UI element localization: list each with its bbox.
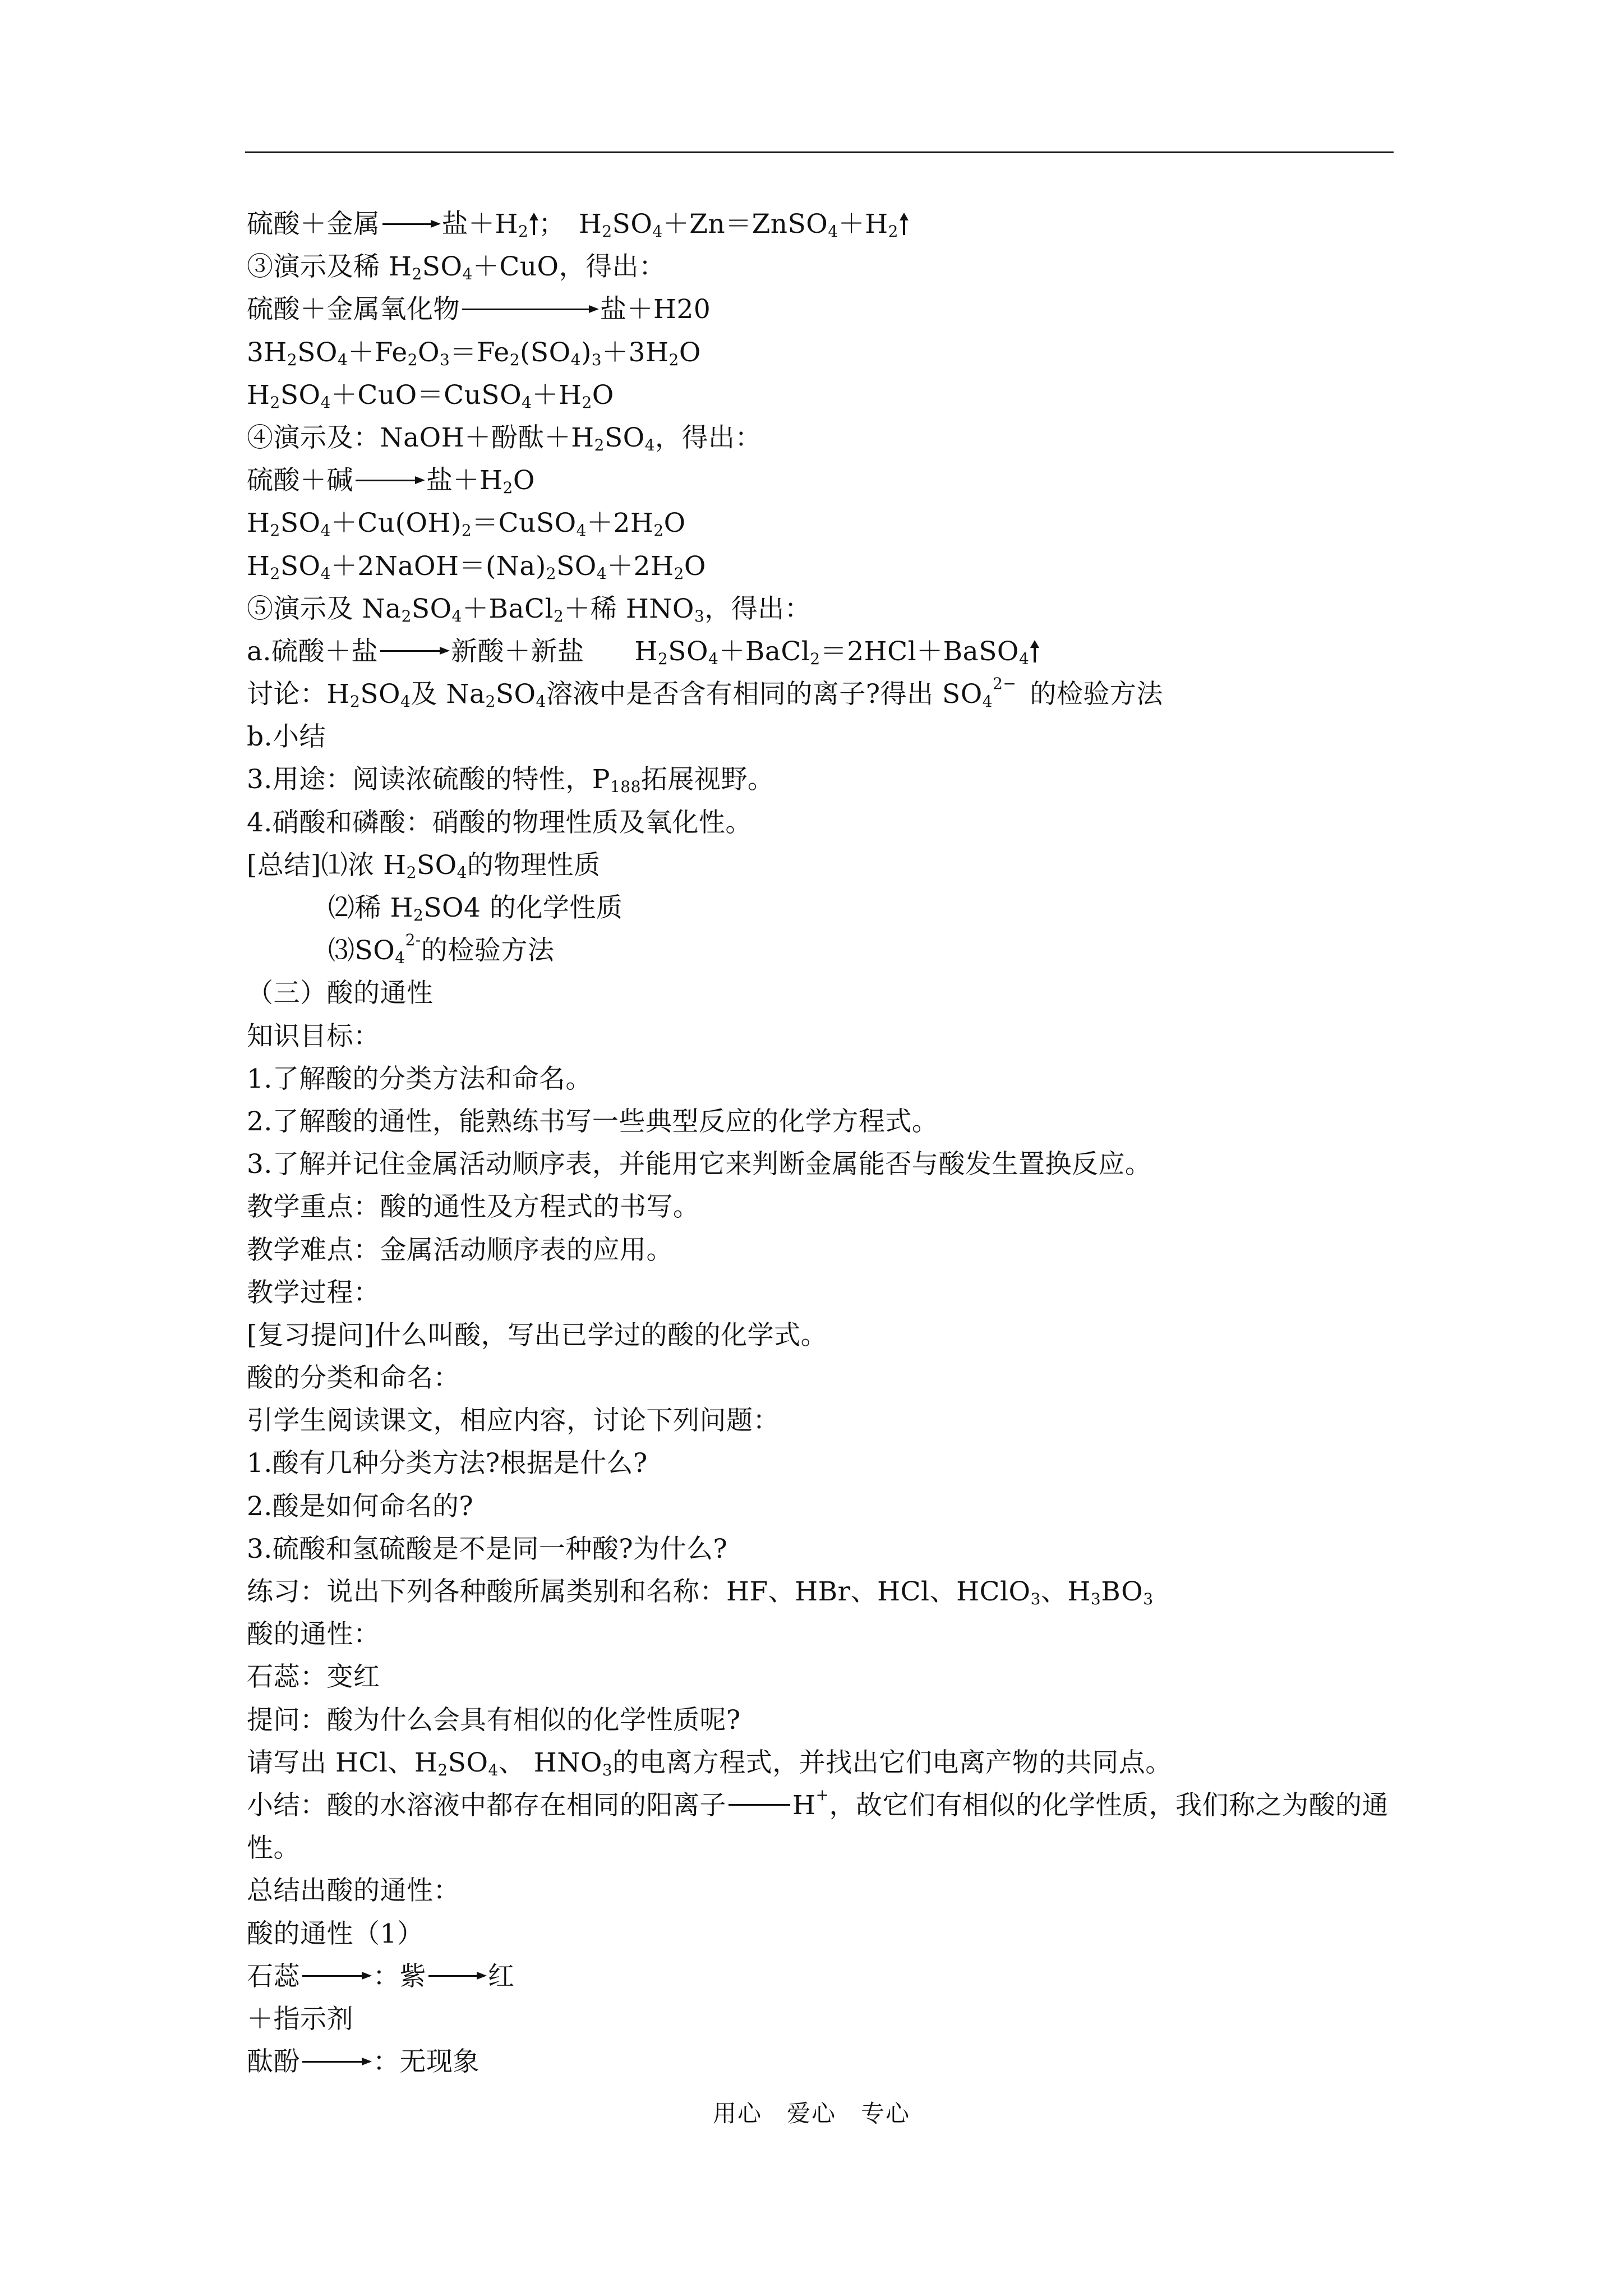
arrow-icon [462, 309, 597, 310]
text-line: [总结]⑴浓 $H_2SO_4$的物理性质 [247, 849, 601, 882]
arrow-icon [356, 480, 423, 481]
section-heading: （三）酸的通性 [247, 978, 434, 1009]
text-line: b.小结 [247, 721, 326, 753]
text-paragraph: 小结：酸的水溶液中都存在相同的阳离子 H+，故它们有相似的化学性质，我们称之为酸的通性。 [247, 1785, 1389, 1864]
text-line: 教学过程： [247, 1277, 380, 1308]
text-line: 练习：说出下列各种酸所属类别和名称：HF、HBr、HCl、HClO$_3$、$H_3BO_3$ [247, 1576, 1154, 1608]
text-line: 4.硝酸和磷酸：硝酸的物理性质及氧化性。 [247, 807, 752, 838]
text-line: 讨论：$H_2SO_4$及 $Na_2SO_4$溶液中是否含有相同的离子?得出 $SO_4^{2-}$ 的检验方法 [247, 674, 1163, 711]
text-line: $⑶SO_4^{2-}$的检验方法 [328, 931, 555, 968]
text-line: 教学难点：金属活动顺序表的应用。 [247, 1234, 673, 1266]
text-line: [复习提问]什么叫酸，写出已学过的酸的化学式。 [247, 1319, 828, 1351]
document-body [247, 203, 1402, 2083]
text-line: 2.了解酸的通性，能熟练书写一些典型反应的化学方程式。 [247, 1106, 939, 1137]
header-rule [245, 151, 1394, 153]
text-line: 酞酚 ：无现象 [247, 2046, 479, 2078]
arrow-icon [302, 1975, 370, 1977]
equation-line: $H_2SO_4+Cu(OH)_2=CuSO_4+2H_2O$ [247, 508, 686, 540]
text-line: ⑤演示及 $Na_2SO_4+BaCl_2+$稀 $HNO_3$，得出： [247, 593, 811, 625]
text-line: 硫酸＋碱 盐$+H_2O$ [247, 465, 535, 498]
text-line: 石蕊 ：紫 红 [247, 1961, 515, 1992]
text-line: 提问：酸为什么会具有相似的化学性质呢? [247, 1704, 741, 1736]
text-line: 引学生阅读课文，相应内容，讨论下列问题： [247, 1405, 780, 1437]
text-line: ④演示及：NaOH＋酚酞$+H_2SO_4$，得出： [247, 422, 762, 454]
text-line: ＋指示剂 [247, 2003, 353, 2035]
text-line: 请写出 HCl、$H_2SO_4$、 $HNO_3$的电离方程式，并找出它们电离产物的共同点。 [247, 1747, 1172, 1779]
text-line: a.硫酸＋盐 新酸＋新盐 $H_2SO_4+BaCl_2=2HCl+BaSO_4$ [247, 631, 1402, 673]
text-line: 硫酸＋金属 盐$+H_2$ ； $H_2SO_4+Zn=ZnSO_4+H_2$ [247, 203, 1402, 246]
arrow-icon [302, 2061, 370, 2063]
text-line: 3.硫酸和氢硫酸是不是同一种酸?为什么? [247, 1533, 728, 1565]
precipitate-arrow-icon [1034, 643, 1036, 662]
text-line: 3.用途：阅读浓硫酸的特性，$P_{188}$拓展视野。 [247, 764, 774, 797]
equation-line: $H_2SO_4+2NaOH=(Na)_2SO_4+2H_2O$ [247, 550, 706, 583]
text-line: 1.了解酸的分类方法和命名。 [247, 1063, 592, 1094]
arrow-icon [428, 1975, 485, 1977]
arrow-icon [382, 223, 439, 225]
text-line: 硫酸＋金属氧化物 盐＋H20 [247, 294, 711, 325]
text-line: 酸的通性： [247, 1619, 380, 1650]
arrow-icon [380, 650, 448, 652]
text-line: ⑵稀 $H_2SO4$ 的化学性质 [328, 892, 623, 924]
gas-up-arrow-icon [903, 216, 905, 235]
text-line: 总结出酸的通性： [247, 1875, 460, 1907]
text-line: 2.酸是如何命名的? [247, 1490, 474, 1522]
page-footer: 用心 爱心 专心 [712, 2100, 910, 2127]
text-line: 酸的分类和命名： [247, 1363, 460, 1394]
gas-up-arrow-icon [533, 216, 535, 235]
text-line: 1.酸有几种分类方法?根据是什么? [247, 1448, 648, 1479]
text-line: 知识目标： [247, 1020, 380, 1052]
text-line: 教学重点：酸的通性及方程式的书写。 [247, 1191, 700, 1223]
text-line: 石蕊：变红 [247, 1662, 380, 1693]
dash-line [728, 1804, 790, 1806]
text-line: 3.了解并记住金属活动顺序表，并能用它来判断金属能否与酸发生置换反应。 [247, 1149, 1152, 1180]
equation-line: $3H_2SO_4+Fe_2O_3=Fe_2(SO_4)_3+3H_2O$ [247, 337, 701, 369]
text-line: ③演示及稀 $H_2SO_4+CuO$，得出： [247, 251, 666, 284]
equation-line: $H_2SO_4+CuO=CuSO_4+H_2O$ [247, 379, 614, 412]
text-line: 酸的通性（1） [247, 1918, 424, 1949]
